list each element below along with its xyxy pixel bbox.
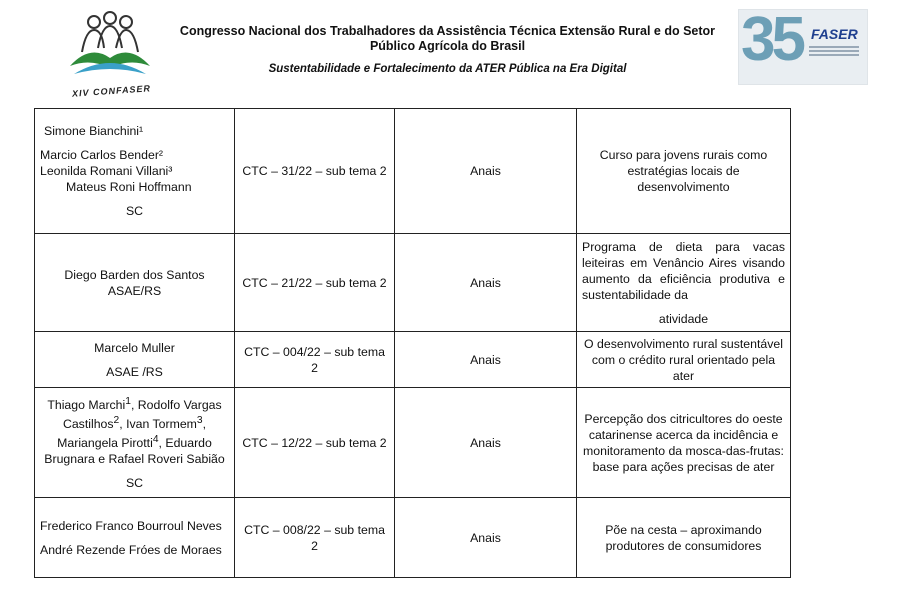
author-name: Leonilda Romani Villani³: [40, 164, 173, 178]
work-title-cell: Percepção dos citricultores do oeste catarinense acerca da incidência e monitoramento da mosca-das-frutas: base para ações precisas de ater: [577, 388, 791, 498]
table-row: [35, 109, 791, 234]
author-name: Mateus Roni Hoffmann: [66, 180, 192, 194]
people-emblem-icon: [64, 8, 156, 88]
publication-type-cell: Anais: [395, 498, 577, 578]
logo-text-lines: [809, 46, 859, 58]
work-title-text: Programa de dieta para vacas leiteiras em Venâncio Aires visando aumento da eficiência produtiva e sustentabilidade da: [582, 239, 785, 302]
work-title-cell: Curso para jovens rurais como estratégias locais de desenvolvimento: [577, 109, 791, 234]
document-header: [0, 0, 900, 106]
works-table: [34, 108, 791, 578]
table-row: [35, 332, 791, 388]
author-state: SC: [125, 204, 144, 218]
code-cell: CTC – 004/22 – sub tema 2: [235, 332, 395, 388]
author-state: ASAE /RS: [106, 364, 163, 379]
authors-cell: [35, 332, 235, 388]
anniversary-number: 35: [741, 5, 802, 74]
authors-cell: [35, 498, 235, 578]
author-name: Marcelo Muller: [94, 340, 175, 355]
congress-title: Congresso Nacional dos Trabalhadores da Assistência Técnica Extensão Rural e do Setor Público Agrícola do Brasil: [179, 24, 716, 53]
logo-caption: XIV CONFASER: [71, 83, 152, 99]
author-state: ASAE/RS: [107, 283, 162, 298]
authors-cell: [35, 388, 235, 498]
work-title-tail: atividade: [658, 311, 709, 326]
congress-subtitle: Sustentabilidade e Fortalecimento da ATER Pública na Era Digital: [268, 63, 627, 75]
author-name: Diego Barden dos Santos: [64, 267, 205, 282]
publication-type-cell: Anais: [395, 332, 577, 388]
table-row: [35, 234, 791, 332]
author-names: Thiago Marchi$^1$, Rodolfo Vargas Castilhos$^2$, Ivan Tormem$^3$, Mariangela Pirotti$^4$, Eduardo Brugnara e Rafael Roveri Sabião: [44, 395, 225, 467]
publication-type-cell: Anais: [395, 109, 577, 234]
code-cell: CTC – 21/22 – sub tema 2: [235, 234, 395, 332]
code-cell: CTC – 31/22 – sub tema 2: [235, 109, 395, 234]
work-title-cell: O desenvolvimento rural sustentável com o crédito rural orientado pela ater: [577, 332, 791, 388]
publication-type-cell: Anais: [395, 234, 577, 332]
author-name: Marcio Carlos Bender²: [40, 148, 164, 162]
authors-cell: [35, 109, 235, 234]
faser-brand: FASER: [811, 26, 858, 42]
confaser-logo: [64, 8, 156, 100]
author-name: Simone Bianchini¹: [44, 124, 144, 138]
author-state: SC: [125, 476, 144, 491]
code-cell: CTC – 008/22 – sub tema 2: [235, 498, 395, 578]
author-name: Frederico Franco Bourroul Neves: [40, 518, 222, 533]
table-row: [35, 388, 791, 498]
table-row: [35, 498, 791, 578]
publication-type-cell: Anais: [395, 388, 577, 498]
authors-cell: [35, 234, 235, 332]
author-name: André Rezende Fróes de Moraes: [40, 542, 222, 557]
work-title-cell: [577, 234, 791, 332]
faser-35-logo: [738, 5, 868, 85]
work-title-cell: Põe na cesta – aproximando produtores de consumidores: [577, 498, 791, 578]
code-cell: CTC – 12/22 – sub tema 2: [235, 388, 395, 498]
